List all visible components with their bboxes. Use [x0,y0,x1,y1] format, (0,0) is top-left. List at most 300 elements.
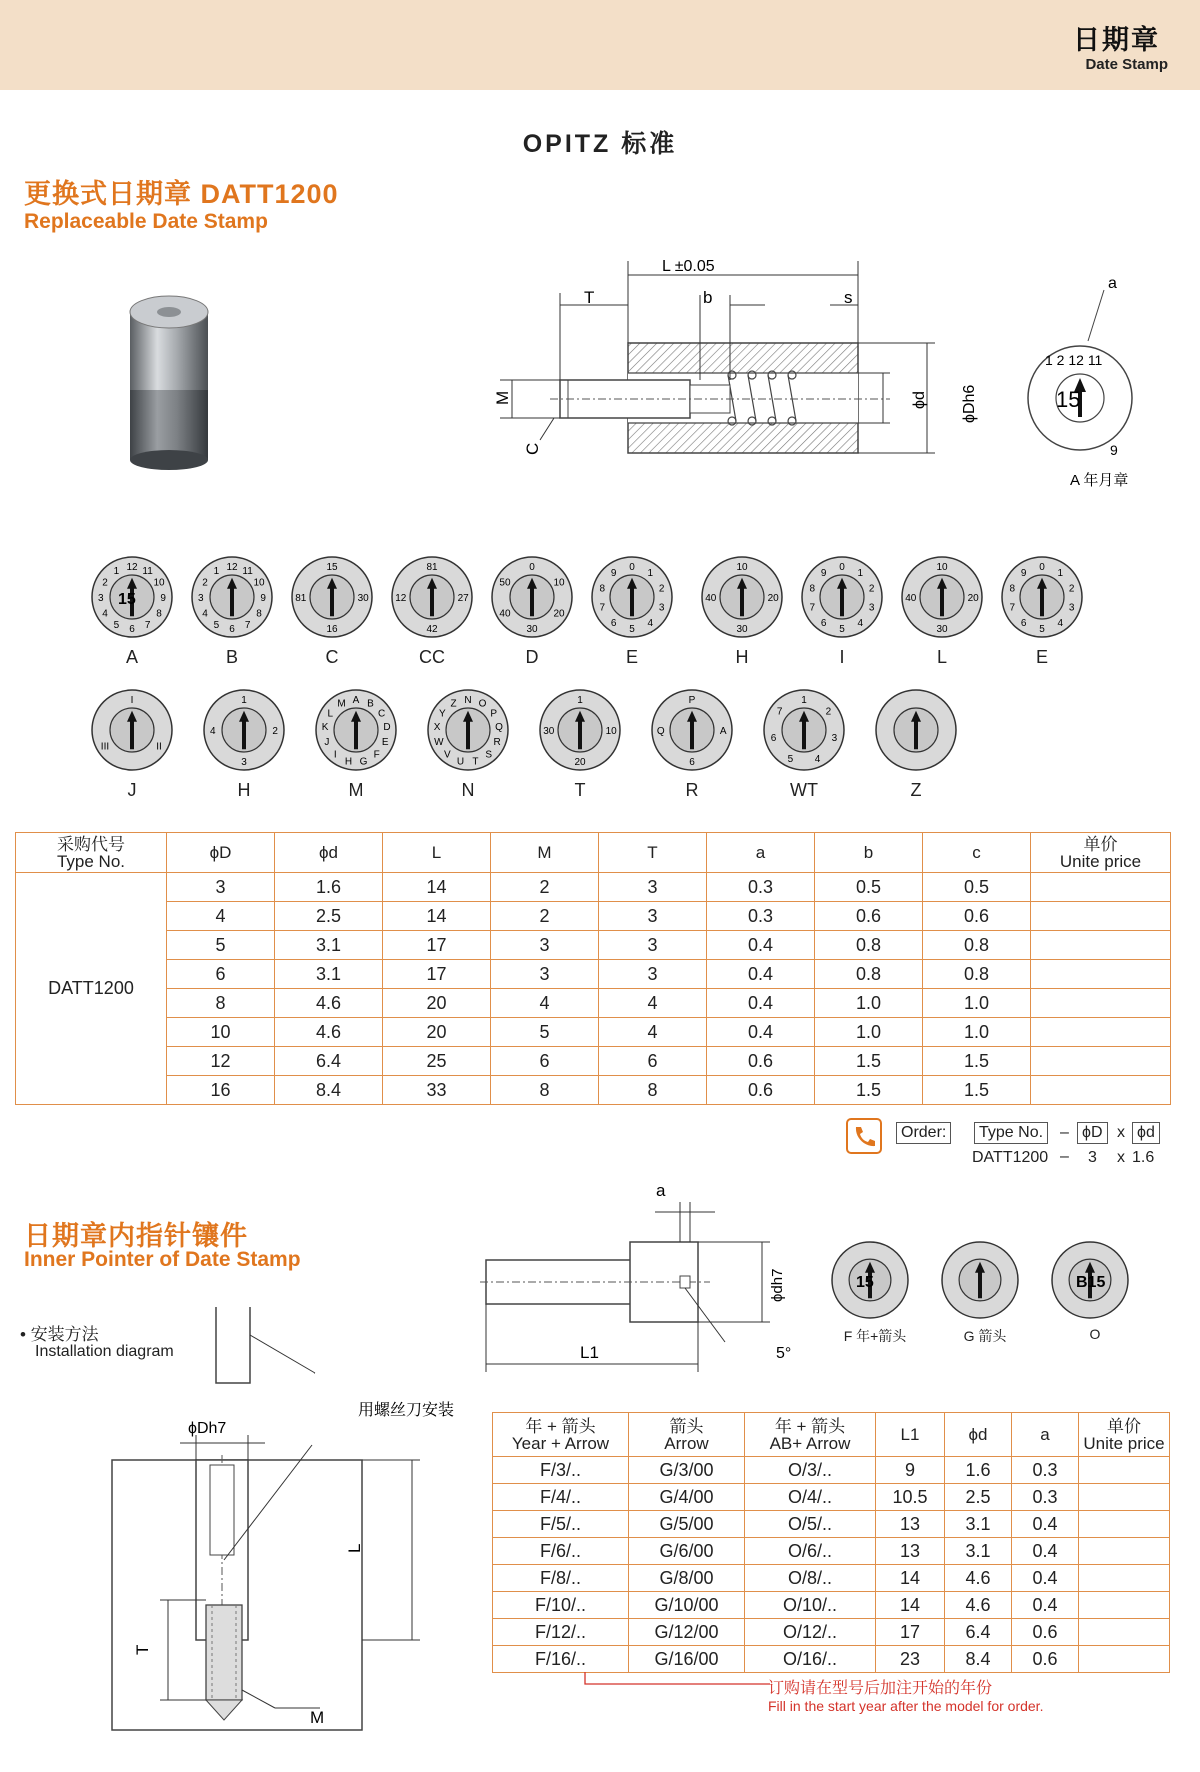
date-dial [900,555,984,667]
svg-text:15: 15 [856,1274,874,1291]
svg-text:2: 2 [102,577,108,589]
svg-text:27: 27 [457,593,469,604]
dim-M-label: M [493,390,512,405]
table-cell: 1.6 [275,873,383,902]
date-dial [202,688,286,800]
price-cell [1079,1646,1170,1673]
svg-text:3: 3 [98,593,104,604]
pointer-label: G 箭头 [963,1328,1007,1344]
date-dial [538,688,622,800]
section2-title-cn: 日期章内指针镶件 [24,1221,248,1251]
table-cell: G/3/00 [629,1457,745,1484]
table-row [16,1076,1171,1105]
order-example-d: 1.6 [1132,1149,1155,1166]
dial-label: E [1035,647,1048,667]
col-M: M [491,833,599,873]
svg-text:7: 7 [244,620,251,632]
table-cell: 2.5 [945,1484,1012,1511]
date-dial [314,688,398,800]
dial-A-year: 15 [1056,387,1081,412]
pointer-insert-graphic [940,1240,1020,1320]
svg-text:16: 16 [326,624,338,636]
table-cell: 6 [491,1047,599,1076]
svg-text:T: T [472,756,479,768]
table-cell: 3 [599,931,707,960]
table-cell: 6 [599,1047,707,1076]
order-phiD: ϕD [1077,1122,1108,1144]
svg-text:X: X [433,722,441,734]
order-label: Order: [896,1122,951,1144]
table-cell: G/5/00 [629,1511,745,1538]
svg-text:1: 1 [857,567,864,579]
svg-text:12: 12 [395,593,407,604]
date-dial-graphic [202,688,286,772]
product-photo [120,290,220,480]
svg-text:10: 10 [553,577,565,589]
svg-text:III: III [100,741,110,753]
table-cell: 13 [876,1511,945,1538]
table-cell: 0.8 [815,931,923,960]
dim-s-label: s [844,288,853,307]
svg-text:20: 20 [767,593,779,604]
table-row [16,960,1171,989]
svg-text:0: 0 [1039,561,1045,573]
svg-text:8: 8 [1009,583,1016,595]
date-dial [874,688,958,800]
dial-label: WT [790,780,818,800]
date-dial-graphic [700,555,784,639]
dial-label: L [936,647,947,667]
order-example-dash: – [1060,1148,1069,1165]
section1-title-en: Replaceable Date Stamp [24,210,268,233]
svg-text:30: 30 [936,624,948,636]
table-cell: 0.4 [1012,1538,1079,1565]
date-dial-graphic [290,555,374,639]
svg-text:5: 5 [113,620,120,632]
svg-text:5: 5 [839,624,845,636]
table-cell: 1.0 [923,1018,1031,1047]
table-cell: G/8/00 [629,1565,745,1592]
order-example-type: DATT1200 [972,1149,1049,1166]
t2-col-L1: L1 [876,1413,945,1457]
date-dial [90,688,174,800]
date-dial-graphic [90,688,174,772]
date-dial-graphic [390,555,474,639]
price-cell [1031,960,1171,989]
table-cell: F/8/.. [493,1565,629,1592]
table-cell: 0.4 [707,960,815,989]
price-cell [1079,1457,1170,1484]
price-cell [1079,1565,1170,1592]
table-cell: 5 [491,1018,599,1047]
svg-text:1: 1 [1057,567,1064,579]
table-cell: 25 [383,1047,491,1076]
svg-text:Z: Z [450,698,457,710]
svg-text:3: 3 [658,602,665,614]
date-dial-graphic [90,555,174,639]
table-row [493,1484,1170,1511]
svg-text:6: 6 [770,732,777,744]
install-screwdriver-label: 用螺丝刀安装 [358,1402,455,1419]
date-dial [190,555,274,667]
pointer-spec-table [492,1412,1170,1673]
col-L: L [383,833,491,873]
price-cell [1079,1538,1170,1565]
svg-text:8: 8 [599,583,606,595]
table-cell: 0.3 [1012,1457,1079,1484]
svg-text:5: 5 [787,754,794,766]
dial-label: J [127,780,137,800]
date-dial-graphic [800,555,884,639]
table-cell: 2.5 [275,902,383,931]
svg-text:1: 1 [647,567,654,579]
col-phiD: ϕD [167,833,275,873]
table-cell: 0.4 [1012,1565,1079,1592]
svg-text:10: 10 [936,561,948,573]
dial-label: M [348,780,364,800]
date-dial-graphic [426,688,510,772]
table-row [16,1018,1171,1047]
table-cell: 33 [383,1076,491,1105]
table-cell: 4 [167,902,275,931]
table-cell: F/6/.. [493,1538,629,1565]
order-type-no: Type No. [974,1122,1048,1144]
table-cell: 3.1 [275,960,383,989]
svg-text:15: 15 [118,591,136,608]
svg-text:1: 1 [113,565,120,577]
table-cell: O/12/.. [745,1619,876,1646]
table-cell: 5 [167,931,275,960]
table-row [493,1511,1170,1538]
table-cell: 1.0 [815,1018,923,1047]
svg-text:2: 2 [868,583,875,595]
order-example-D: 3 [1088,1149,1097,1166]
pointer-dim-L1: L1 [580,1343,599,1362]
svg-text:5: 5 [213,620,220,632]
svg-text:1: 1 [241,694,247,706]
svg-text:A: A [352,694,360,706]
svg-text:12: 12 [226,561,238,573]
table-cell: G/4/00 [629,1484,745,1511]
svg-text:7: 7 [776,706,783,718]
t2-col-arrow: 箭头 Arrow [629,1413,745,1457]
svg-text:P: P [688,694,696,706]
dim-T-label: T [584,288,595,307]
table-cell: 0.6 [815,902,923,931]
svg-text:30: 30 [736,624,748,636]
install-dim-phiD: ϕDh7 [188,1420,227,1437]
svg-text:5: 5 [1039,624,1045,636]
svg-text:E: E [381,737,389,749]
col-c: c [923,833,1031,873]
t2-col-a: a [1012,1413,1079,1457]
svg-text:4: 4 [202,608,208,620]
price-cell [1031,1018,1171,1047]
pointer-dim-a: a [656,1182,666,1200]
pointer-insert [1050,1240,1130,1342]
table-cell: 3.1 [945,1511,1012,1538]
svg-text:8: 8 [809,583,816,595]
table-cell: 1.5 [815,1047,923,1076]
header-title-en: Date Stamp [1085,56,1168,73]
date-dial [90,555,174,667]
table-cell: G/10/00 [629,1592,745,1619]
svg-text:C: C [378,708,386,720]
table-cell: 6 [167,960,275,989]
install-bullet: • 安装方法 [20,1325,99,1344]
svg-text:R: R [493,737,501,749]
svg-text:4: 4 [1057,618,1064,630]
svg-text:30: 30 [526,624,538,636]
svg-text:10: 10 [605,726,617,737]
dial-label: R [685,780,699,800]
table-row [493,1646,1170,1673]
table-cell: G/6/00 [629,1538,745,1565]
t2-col-year-arrow: 年 + 箭头 Year + Arrow [493,1413,629,1457]
svg-text:12: 12 [126,561,138,573]
dial-row-2 [90,688,970,808]
svg-text:D: D [383,722,391,734]
svg-text:B15: B15 [1076,1274,1106,1291]
svg-text:11: 11 [242,565,253,577]
table-cell: 4 [599,1018,707,1047]
svg-text:1: 1 [577,694,583,706]
installation-diagram [100,1305,500,1745]
svg-text:9: 9 [260,593,266,604]
table-cell: F/10/.. [493,1592,629,1619]
table-cell: 14 [876,1565,945,1592]
table-cell: 4.6 [275,1018,383,1047]
standard-title: OPITZ 标准 [522,130,678,158]
table-cell: 8.4 [945,1646,1012,1673]
dial-label: A [125,647,138,667]
stamp-cross-section-drawing [490,255,1170,495]
table-cell: 17 [383,931,491,960]
svg-text:2: 2 [825,706,832,718]
svg-text:L: L [327,708,334,720]
svg-text:H: H [344,756,353,768]
date-dial [390,555,474,667]
table-cell: 0.8 [923,960,1031,989]
section2-title-en: Inner Pointer of Date Stamp [24,1248,301,1271]
table-row [16,1047,1171,1076]
svg-text:2: 2 [658,583,665,595]
svg-text:M: M [337,698,346,710]
table-cell: 2 [491,902,599,931]
col-price: 单价 Unite price [1031,833,1171,873]
svg-text:1: 1 [801,694,807,706]
svg-text:4: 4 [814,754,821,766]
svg-text:7: 7 [809,602,816,614]
table-cell: 0.3 [707,873,815,902]
svg-text:42: 42 [426,624,438,636]
svg-text:V: V [443,749,451,761]
date-dial [700,555,784,667]
svg-text:6: 6 [129,624,135,636]
dial-label: N [461,780,475,800]
svg-text:II: II [156,741,162,753]
svg-text:11: 11 [142,565,153,577]
svg-text:8: 8 [256,608,262,620]
table-cell: 4 [599,989,707,1018]
table-cell: F/4/.. [493,1484,629,1511]
dial-A-ring-b: 9 [1110,442,1118,458]
table-cell: 3 [599,873,707,902]
svg-text:W: W [434,737,444,749]
svg-text:6: 6 [229,624,235,636]
price-cell [1031,1076,1171,1105]
table-cell: 0.3 [1012,1484,1079,1511]
date-dial [426,688,510,800]
svg-text:20: 20 [574,757,586,769]
install-caption: Installation diagram [35,1343,174,1360]
dial-label: Z [910,780,922,800]
dial-label: I [839,647,845,667]
col-T: T [599,833,707,873]
dim-phiD-label: ϕDh6 [961,384,978,423]
svg-text:81: 81 [295,593,307,604]
table-row [16,902,1171,931]
date-dial [490,555,574,667]
table-cell: 14 [383,873,491,902]
note-bracket [580,1670,780,1694]
table-cell: O/5/.. [745,1511,876,1538]
pointer-insert [940,1240,1020,1344]
table-cell: 10.5 [876,1484,945,1511]
table-cell: 1.5 [815,1076,923,1105]
date-dial [762,688,846,800]
table-cell: 3 [167,873,275,902]
install-dim-L: L [345,1543,364,1553]
svg-text:40: 40 [705,593,717,604]
dim-b-label: b [703,288,713,307]
table-cell: 16 [167,1076,275,1105]
svg-text:8: 8 [156,608,162,620]
table-cell: 3.1 [945,1538,1012,1565]
price-cell [1079,1619,1170,1646]
svg-text:G: G [359,756,368,768]
date-dial-graphic [490,555,574,639]
order-example [846,1118,1176,1178]
dial-label: H [735,647,749,667]
svg-text:7: 7 [599,602,606,614]
table-cell: 0.4 [707,1018,815,1047]
table-cell: 0.5 [815,873,923,902]
svg-text:9: 9 [820,567,827,579]
t2-col-price: 单价 Unite price [1079,1413,1170,1457]
table-cell: 0.6 [923,902,1031,931]
svg-text:50: 50 [499,577,511,589]
table-cell: 23 [876,1646,945,1673]
table-cell: 8 [491,1076,599,1105]
col-phid: ϕd [275,833,383,873]
table-cell: 14 [383,902,491,931]
pointer-insert-graphic [830,1240,910,1320]
svg-text:S: S [485,749,493,761]
svg-text:9: 9 [610,567,617,579]
table-cell: 12 [167,1047,275,1076]
pointer-types [830,1240,1160,1350]
table-cell: 0.5 [923,873,1031,902]
table-cell: 0.6 [707,1076,815,1105]
dial-label: CC [419,647,445,667]
svg-text:5: 5 [629,624,635,636]
table-cell: F/12/.. [493,1619,629,1646]
svg-text:2: 2 [272,726,278,737]
table-cell: 2 [491,873,599,902]
table-cell: 6.4 [945,1619,1012,1646]
svg-text:2: 2 [1068,583,1075,595]
date-dial-graphic [1000,555,1084,639]
date-dial-graphic [590,555,674,639]
table-cell: 8 [599,1076,707,1105]
svg-text:Y: Y [438,708,446,720]
table-cell: 1.5 [923,1047,1031,1076]
table-cell: G/16/00 [629,1646,745,1673]
dim-C-label: C [523,442,542,455]
table-cell: 1.0 [815,989,923,1018]
svg-text:N: N [464,694,472,706]
section1-title-cn: 更换式日期章 DATT1200 [24,179,339,209]
pointer-insert [830,1240,910,1344]
table-cell: 8.4 [275,1076,383,1105]
svg-text:4: 4 [857,618,864,630]
table-cell: 20 [383,1018,491,1047]
svg-text:P: P [490,708,498,720]
price-cell [1031,1047,1171,1076]
table-cell: O/10/.. [745,1592,876,1619]
table-cell: 17 [876,1619,945,1646]
dial-A-ring: 1 2 12 11 [1045,352,1103,368]
table-row [16,873,1171,902]
t2-col-ab-arrow: 年 + 箭头 AB+ Arrow [745,1413,876,1457]
svg-text:3: 3 [831,732,838,744]
dial-label: H [237,780,251,800]
svg-text:6: 6 [1020,618,1027,630]
svg-text:B: B [367,698,374,710]
svg-text:10: 10 [253,577,265,589]
table-cell: 0.4 [707,989,815,1018]
table-cell: 0.4 [1012,1511,1079,1538]
col-type: 采购代号 Type No. [16,833,167,873]
svg-text:0: 0 [839,561,845,573]
table-cell: 0.8 [815,960,923,989]
table-cell: 20 [383,989,491,1018]
table-cell: 1.5 [923,1076,1031,1105]
price-cell [1079,1592,1170,1619]
dial-label: D [525,647,539,667]
date-dial [290,555,374,667]
svg-text:F: F [373,749,380,761]
svg-text:6: 6 [610,618,617,630]
table-row [493,1592,1170,1619]
svg-text:30: 30 [357,593,369,604]
svg-text:Q: Q [495,722,503,734]
dial-label: B [225,647,238,667]
table-cell: 0.3 [707,902,815,931]
note-en: Fill in the start year after the model for order. [768,1698,1044,1714]
date-dial-graphic [538,688,622,772]
pointer-angle: 5° [776,1345,792,1362]
dim-L-label: L ±0.05 [662,258,715,275]
svg-text:20: 20 [967,593,979,604]
pointer-insert-graphic [1050,1240,1130,1320]
date-dial-graphic [762,688,846,772]
table-cell: 8 [167,989,275,1018]
table-cell: 14 [876,1592,945,1619]
table-cell: O/6/.. [745,1538,876,1565]
svg-text:O: O [478,698,487,710]
